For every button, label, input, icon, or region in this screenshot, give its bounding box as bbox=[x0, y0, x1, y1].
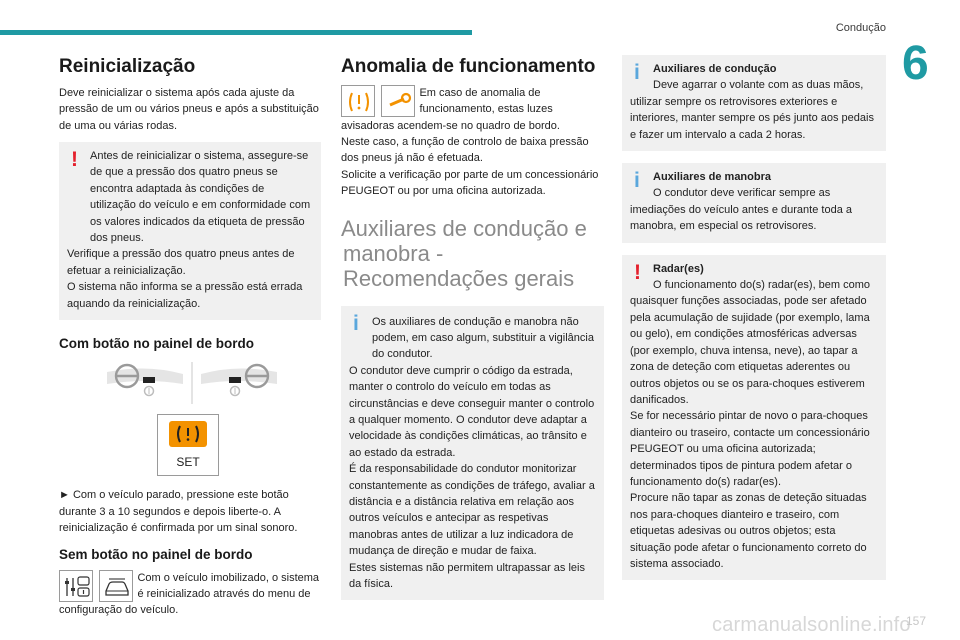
column-recomendacoes bbox=[622, 52, 886, 580]
tyre-pressure-light-icon bbox=[341, 85, 375, 117]
warning-note-reset bbox=[59, 142, 321, 320]
info-icon: i bbox=[634, 61, 640, 84]
intro-text: Deve reinicializar o sistema após cada ajuste da pressão de um ou vários pneus e após a substituição de uma ou várias rodas. bbox=[59, 86, 319, 132]
warning-exclamation-icon: ! bbox=[71, 148, 78, 172]
heading-auxiliares: Auxiliares de condução e manobra - Recomendações gerais bbox=[341, 215, 587, 292]
anomaly-text-1: Em caso de anomalia de funcionamento, estas luzes avisadoras acendem-se no quadro de bordo. bbox=[341, 86, 560, 132]
set-button-illustration bbox=[157, 414, 219, 476]
info-icon: i bbox=[353, 311, 359, 335]
info-line-4: Estes sistemas não permitem ultrapassar as leis da física. bbox=[349, 561, 585, 591]
info-note-conducao bbox=[622, 55, 886, 151]
anomaly-text-3: Solicite a verificação por parte de um concessionário PEUGEOT ou por uma oficina autorizada. bbox=[341, 168, 599, 198]
warning-line-2: Verifique a pressão dos quatro pneus antes de efetuar a reinicialização. bbox=[67, 248, 295, 277]
anomaly-text-2: Neste caso, a função de controlo de baixa pressão dos pneus já não é efetuada. bbox=[341, 136, 589, 165]
info-note-auxiliares bbox=[341, 306, 604, 601]
box3-title: Radar(es) bbox=[653, 262, 704, 275]
box2-text: O condutor deve verificar sempre as imediações do veículo antes e durante toda a manobra, em especial os retrovisores. bbox=[630, 187, 852, 233]
dashboard-illustration bbox=[107, 362, 277, 404]
warning-exclamation-icon: ! bbox=[634, 260, 641, 284]
info-note-manobra bbox=[622, 163, 886, 243]
without-button-text: Com o veículo imobilizado, o sistema é reinicializado através do menu de configuração do veículo. bbox=[59, 571, 320, 617]
box3-line-1: O funcionamento do(s) radar(es), bem como quaisquer funções associadas, pode ser afetado pela acumulação de sujidade (por exemplo, lama ou gelo), em condições atmosféricas adversas (por exemplo, chuva intensa, neve), ao tapar a zona de deteção com etiquetas aderentes ou outros objetos ou se os para-choques estiverem danificados. bbox=[630, 279, 871, 406]
tyre-pressure-warning-icon bbox=[169, 421, 207, 447]
service-wrench-icon bbox=[381, 85, 415, 117]
box3-line-3: Procure não tapar as zonas de deteção situadas nos para-choques dianteiro e traseiro, com etiquetas adesivas ou outros objetos; esta situação pode afetar o funcionamento correto do sistema associado. bbox=[630, 492, 867, 570]
info-line-3: É da responsabilidade do condutor monitorizar constantemente as condições de tráfego, avaliar a distância e a distância relativa em relação aos outros veículos e antecipar as respetivas manobras antes de utilizar a luz indicadora de mudança de direção e mudar de faixa. bbox=[349, 463, 595, 558]
menu-icons bbox=[59, 570, 133, 602]
top-accent-bar bbox=[0, 30, 472, 35]
column-reinicializacao bbox=[59, 52, 321, 619]
heading-reinicializacao: Reinicialização bbox=[59, 56, 196, 77]
box1-title: Auxiliares de condução bbox=[653, 63, 777, 75]
with-button-text: ► Com o veículo parado, pressione este botão durante 3 a 10 segundos e depois liberte-o. A reinicialização é confirmada por um sinal sonoro. bbox=[59, 489, 298, 535]
warning-light-icons bbox=[341, 85, 415, 117]
chapter-number: 6 bbox=[902, 37, 929, 90]
section-header: Condução bbox=[835, 22, 886, 34]
page-number: 157 bbox=[906, 614, 927, 628]
without-button-block bbox=[59, 570, 321, 619]
heading-without-button: Sem botão no painel de bordo bbox=[59, 547, 253, 563]
settings-menu-icon bbox=[59, 570, 93, 602]
steering-wheel-dashboard-icon bbox=[107, 362, 277, 404]
warning-line-3: O sistema não informa se a pressão está errada aquando da reinicialização. bbox=[67, 281, 303, 310]
column-anomalia bbox=[341, 52, 604, 600]
info-line-2: O condutor deve cumprir o código da estrada, manter o controlo do veículo em todas as circunstâncias e deve conseguir manter o controlo a qualquer momento. O condutor deve adaptar a velocidade às condições climáticas, ao trânsito e ao estado da estrada. bbox=[349, 364, 595, 459]
info-icon: i bbox=[634, 169, 640, 193]
heading-with-button: Com botão no painel de bordo bbox=[59, 336, 254, 352]
set-label: SET bbox=[176, 455, 200, 470]
info-line-1: Os auxiliares de condução e manobra não podem, em caso algum, substituir a vigilância do condutor. bbox=[372, 315, 594, 361]
heading-anomalia: Anomalia de funcionamento bbox=[341, 56, 596, 77]
watermark-logo: carmanualsonline.info bbox=[712, 614, 911, 636]
box1-text: Deve agarrar o volante com as duas mãos, utilizar sempre os retrovisores exteriores e interiores, manter sempre os pés junto aos pedais e fazer um intervalo a cada 2 horas. bbox=[630, 79, 874, 141]
anomaly-block bbox=[341, 85, 604, 200]
box2-title: Auxiliares de manobra bbox=[653, 171, 771, 184]
warning-note-radar bbox=[622, 255, 886, 581]
box3-line-2: Se for necessário pintar de novo o para-choques dianteiro ou traseiro, contacte um concessionário PEUGEOT ou uma oficina autorizada; determinados tipos de pintura podem afetar o funcionamento do(s) radar(es). bbox=[630, 410, 870, 488]
car-icon bbox=[99, 570, 133, 602]
warning-line-1: Antes de reinicializar o sistema, assegure-se de que a pressão dos quatro pneus se encontra adaptada às condições de utilização do veículo e em conformidade com os valores indicados da etiqueta de pressão dos pneus. bbox=[90, 150, 311, 245]
